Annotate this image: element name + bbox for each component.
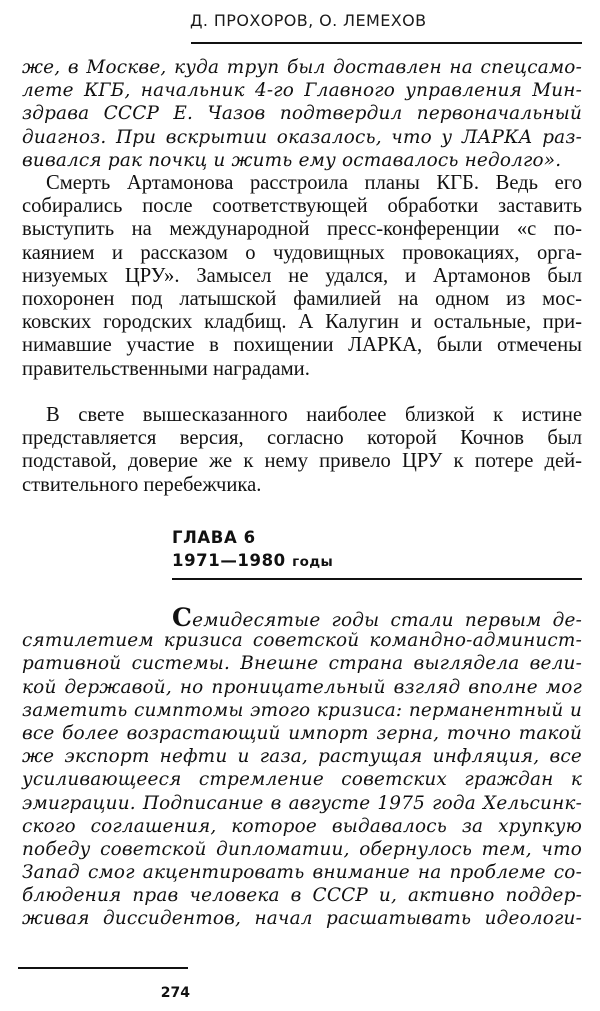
text-line: представляется версия, согласно которой Кочнов был xyxy=(22,427,582,450)
chapter-years-suffix: годы xyxy=(292,554,334,570)
text-line: правительственными наградами. xyxy=(22,357,310,380)
running-head: Д. ПРОХОРОВ, О. ЛЕМЕХОВ xyxy=(190,11,427,30)
chapter-years-range: 1971—1980 xyxy=(172,551,286,570)
text-line: лете КГБ, начальник 4-го Главного управления Мин- xyxy=(22,80,582,102)
drop-cap: С xyxy=(172,603,193,632)
header-rule xyxy=(191,42,582,44)
text-line: же, в Москве, куда труп был доставлен на спецсамо- xyxy=(22,57,582,78)
text-line: ского соглашения, которое выдавалось за хрупкую xyxy=(22,815,582,837)
text-line: Запад смог акцентировать внимание на проблеме со- xyxy=(22,862,582,884)
text-line-first xyxy=(22,603,582,632)
text-line: эмиграции. Подписание в августе 1975 года Хельсинк- xyxy=(22,792,582,814)
text-line: блюдения прав человека в СССР и, активно поддер- xyxy=(22,885,582,907)
paragraph-chapter-intro xyxy=(22,603,582,931)
text-line: низуемых ЦРУ». Замысел не удался, и Артамонов был xyxy=(22,264,582,287)
text-line: ковских городских кладбищ. А Калугин и остальные, при- xyxy=(22,311,582,334)
text-line: подставой, доверие же к нему привело ЦРУ к потере дей- xyxy=(22,450,582,473)
text-line: вивался рак почкц и жить ему оставалось недолго». xyxy=(22,149,562,171)
chapter-heading xyxy=(172,526,333,574)
text-line: живая диссидентов, начал расшатывать идеологи- xyxy=(22,908,582,930)
text-line: каянием и рассказом о чудовищных провокациях, орга- xyxy=(22,241,582,264)
text-line: сятилетием кризиса советской командно-админист- xyxy=(22,630,582,652)
text-line: же экспорт нефти и газа, растущая инфляция, все xyxy=(22,746,582,768)
text-line: диагноз. При вскрытии оказалось, что у ЛАРКА раз- xyxy=(22,126,582,148)
text-line: В свете вышесказанного наиболее близкой к истине xyxy=(46,404,582,426)
text-line: усиливающееся стремление советских граждан к xyxy=(22,769,582,791)
paragraph-artamonov-death xyxy=(22,172,582,381)
text-line: кой державой, но проницательный взгляд вполне мог xyxy=(22,676,582,698)
chapter-label: ГЛАВА 6 xyxy=(172,528,256,547)
text-line: Смерть Артамонова расстроила планы КГБ. Ведь его xyxy=(46,172,582,194)
text-line: заметить симптомы этого кризиса: перманентный и xyxy=(22,699,582,721)
chapter-years xyxy=(172,549,333,574)
footer-rule xyxy=(18,967,188,969)
text-line: похоронен под латышской фамилией на одном из мос- xyxy=(22,287,582,310)
text-line: здрава СССР Е. Чазов подтвердил первоначальный xyxy=(22,103,582,125)
page-number: 274 xyxy=(160,985,190,1001)
text-line: все более возрастающий импорт зерна, точно такой xyxy=(22,722,582,744)
text-line: собирались после соответствующей обработки заставить xyxy=(22,195,582,218)
text-line: выступить на международной пресс-конференции «с по- xyxy=(22,218,582,241)
text-line: нимавшие участие в похищении ЛАРКА, были отмечены xyxy=(22,334,582,357)
text-line: ствительного перебежчика. xyxy=(22,473,262,496)
chapter-rule xyxy=(172,578,582,580)
paragraph-conclusion xyxy=(22,404,582,497)
text-line: ративной системы. Внешне страна выглядела вели- xyxy=(22,653,582,675)
paragraph-quote-end xyxy=(22,56,582,172)
text-line: победу советской дипломатии, обернулось тем, что xyxy=(22,838,582,860)
text-line-first-rest: емидесятые годы стали первым де- xyxy=(192,610,582,631)
